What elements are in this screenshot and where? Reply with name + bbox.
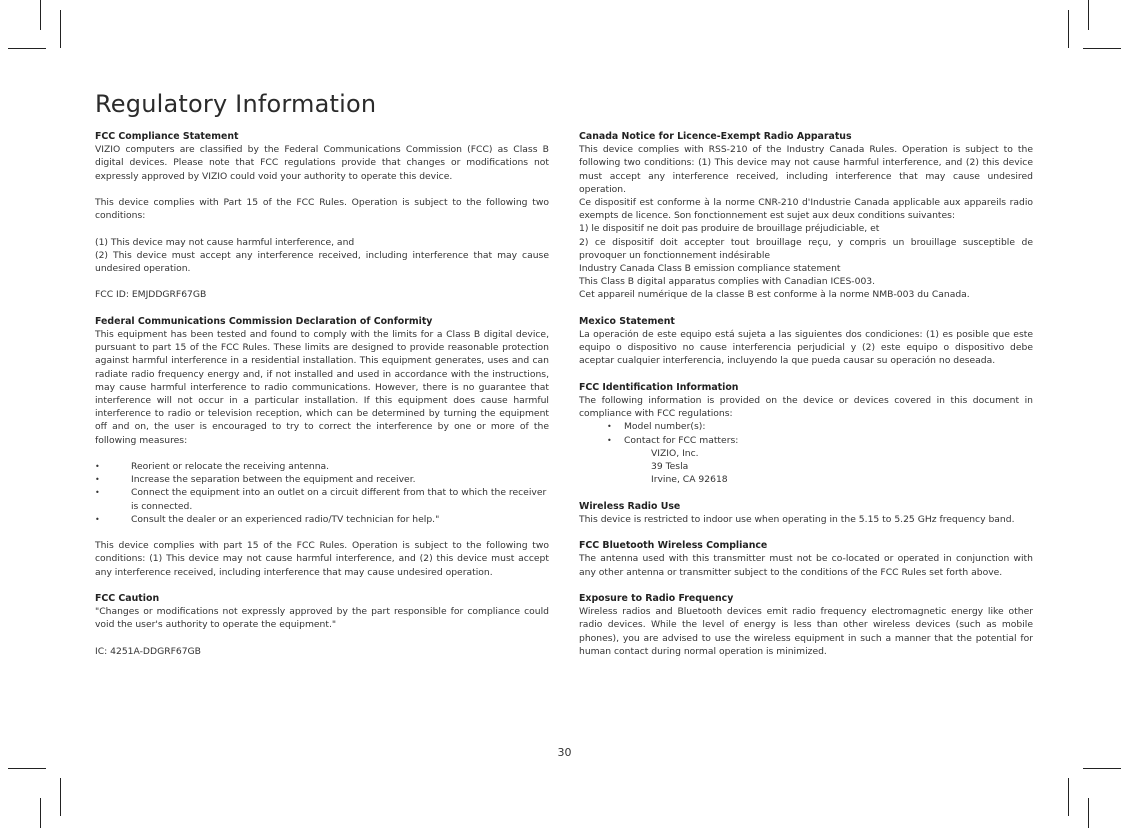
paragraph: The following information is provided on the device or devices covered in this document in compliance with FCC regulations: [579, 395, 1033, 420]
bluetooth-section [579, 539, 1033, 579]
paragraph: This device complies with RSS-210 of the Industry Canada Rules. Operation is subject to the following two conditions: (1) This device may not cause harmful interference, and (2) this device must accept any interference received, including interference that may cause undesired operation. [579, 144, 1033, 195]
paragraph: The antenna used with this transmitter must not be co-located or operated in conjunction with any other antenna or transmitter subject to the conditions of the FCC Rules set forth above. [579, 553, 1033, 578]
caution-section [95, 592, 549, 658]
crop-mark [8, 48, 46, 49]
paragraph: This Class B digital apparatus complies with Canadian ICES-003. [579, 276, 876, 288]
section-heading: FCC Caution [95, 593, 160, 604]
crop-mark [1083, 48, 1121, 49]
paragraph: La operación de este equipo está sujeta a las siguientes dos condiciones: (1) es posible que este equipo o dispositivo no cause interferencia perjudicial y (2) este equipo o dispositivo debe aceptar cualquier interferencia, incluyendo la que pueda causar su operación no deseada. [579, 329, 1033, 367]
paragraph: 1) le dispositif ne doit pas produire de brouillage préjudiciable, et [579, 223, 880, 235]
section-heading: FCC Bluetooth Wireless Compliance [579, 540, 768, 552]
crop-mark [1088, 798, 1089, 828]
page-number: 30 [557, 746, 572, 759]
address-line: VIZIO, Inc. [651, 447, 699, 459]
measures-list [95, 460, 549, 526]
paragraph: This device is restricted to indoor use when operating in the 5.15 to 5.25 GHz frequency band. [579, 513, 1015, 525]
page-title: Regulatory Information [95, 90, 377, 118]
crop-mark [1083, 768, 1121, 769]
left-column [95, 130, 549, 671]
section-heading: FCC Identification Information [579, 381, 739, 393]
right-column [579, 130, 1033, 671]
identification-list [579, 420, 1033, 446]
crop-mark [60, 10, 61, 48]
paragraph: This equipment has been tested and found to comply with the limits for a Class B digital device, pursuant to part 15 of the FCC Rules. These limits are designed to provide reasonable protection against harmful interference in a residential installation. This equipment generates, uses and can radiate radio frequency energy and, if not installed and used in accordance with the instructions, may cause harmful interference to radio communications. However, there is no guarantee that interference will not occur in a particular installation. If this equipment does cause harmful interference to radio or television reception, which can be determined by turning the equipment off and on, the user is encouraged to try to correct the interference by one or more of the following measures: [95, 328, 549, 446]
crop-mark [8, 768, 46, 769]
paragraph: Cet appareil numérique de la classe B est conforme à la norme NMB-003 du Canada. [579, 289, 970, 301]
mexico-section [579, 315, 1033, 368]
list-item: • Reorient or relocate the receiving antenna. [95, 460, 549, 473]
ic-number: IC: 4251A-DDGRF67GB [95, 645, 201, 657]
crop-mark [40, 0, 41, 30]
section-heading: Federal Communications Commission Declaration of Conformity [95, 315, 433, 327]
list-item: • Consult the dealer or an experienced radio/TV technician for help." [95, 513, 549, 526]
section-heading: Wireless Radio Use [579, 500, 681, 512]
condition-1: (1) This device may not cause harmful interference, and [95, 236, 355, 248]
contact-address [579, 447, 1033, 487]
crop-mark [40, 798, 41, 828]
crop-mark [1068, 10, 1069, 48]
section-heading: Exposure to Radio Frequency [579, 593, 734, 605]
section-heading: Canada Notice for Licence-Exempt Radio Apparatus [579, 131, 852, 142]
list-item: • Connect the equipment into an outlet on a circuit different from that to which the receiver is connected. [95, 486, 549, 512]
paragraph: "Changes or modifications not expressly approved by the part responsible for compliance could void the user's authority to operate the equipment." [95, 606, 549, 631]
paragraph: VIZIO computers are classified by the Federal Communications Commission (FCC) as Class B digital devices. Please note that FCC regulations provide that changes or modifications not expressly approved by VIZIO could void your authority to operate this device. [95, 144, 549, 182]
declaration-section [95, 315, 549, 579]
paragraph: This device complies with Part 15 of the FCC Rules. Operation is subject to the following two conditions: [95, 197, 549, 222]
paragraph: Ce dispositif est conforme à la norme CNR-210 d'Industrie Canada applicable aux appareils radio exempts de licence. Son fonctionnement est sujet aux deux conditions suivantes: [579, 197, 1033, 222]
identification-section [579, 381, 1033, 487]
list-item: • Contact for FCC matters: [579, 434, 1033, 447]
list-item: • Increase the separation between the equipment and receiver. [95, 473, 549, 486]
fcc-compliance-section [95, 130, 549, 302]
crop-mark [1068, 778, 1069, 816]
address-line: 39 Tesla [651, 461, 689, 473]
crop-mark [60, 778, 61, 816]
list-item: • Model number(s): [579, 420, 1033, 433]
wireless-section [579, 500, 1033, 526]
exposure-section [579, 592, 1033, 658]
paragraph: This device complies with part 15 of the FCC Rules. Operation is subject to the following two conditions: (1) This device may not cause harmful interference, and (2) this device must accept any interference received, including interference that may cause undesired operation. [95, 540, 549, 578]
crop-mark [1088, 0, 1089, 30]
address-line: Irvine, CA 92618 [651, 474, 728, 486]
section-heading: FCC Compliance Statement [95, 131, 239, 142]
canada-section [579, 130, 1033, 302]
paragraph: 2) ce dispositif doit accepter tout brouillage reçu, y compris un brouillage susceptible de provoquer un fonctionnement indésirable [579, 236, 1033, 261]
condition-2: (2) This device must accept any interference received, including interference that may cause undesired operation. [95, 249, 549, 274]
paragraph: Industry Canada Class B emission compliance statement [579, 263, 841, 275]
paragraph: Wireless radios and Bluetooth devices emit radio frequency electromagnetic energy like other radio devices. While the level of energy is less than other wireless devices (such as mobile phones), you are advised to use the wireless equipment in such a manner that the potential for human contact during normal operation is minimized. [579, 606, 1033, 657]
section-heading: Mexico Statement [579, 315, 675, 327]
fcc-id: FCC ID: EMJDDGRF67GB [95, 289, 207, 301]
